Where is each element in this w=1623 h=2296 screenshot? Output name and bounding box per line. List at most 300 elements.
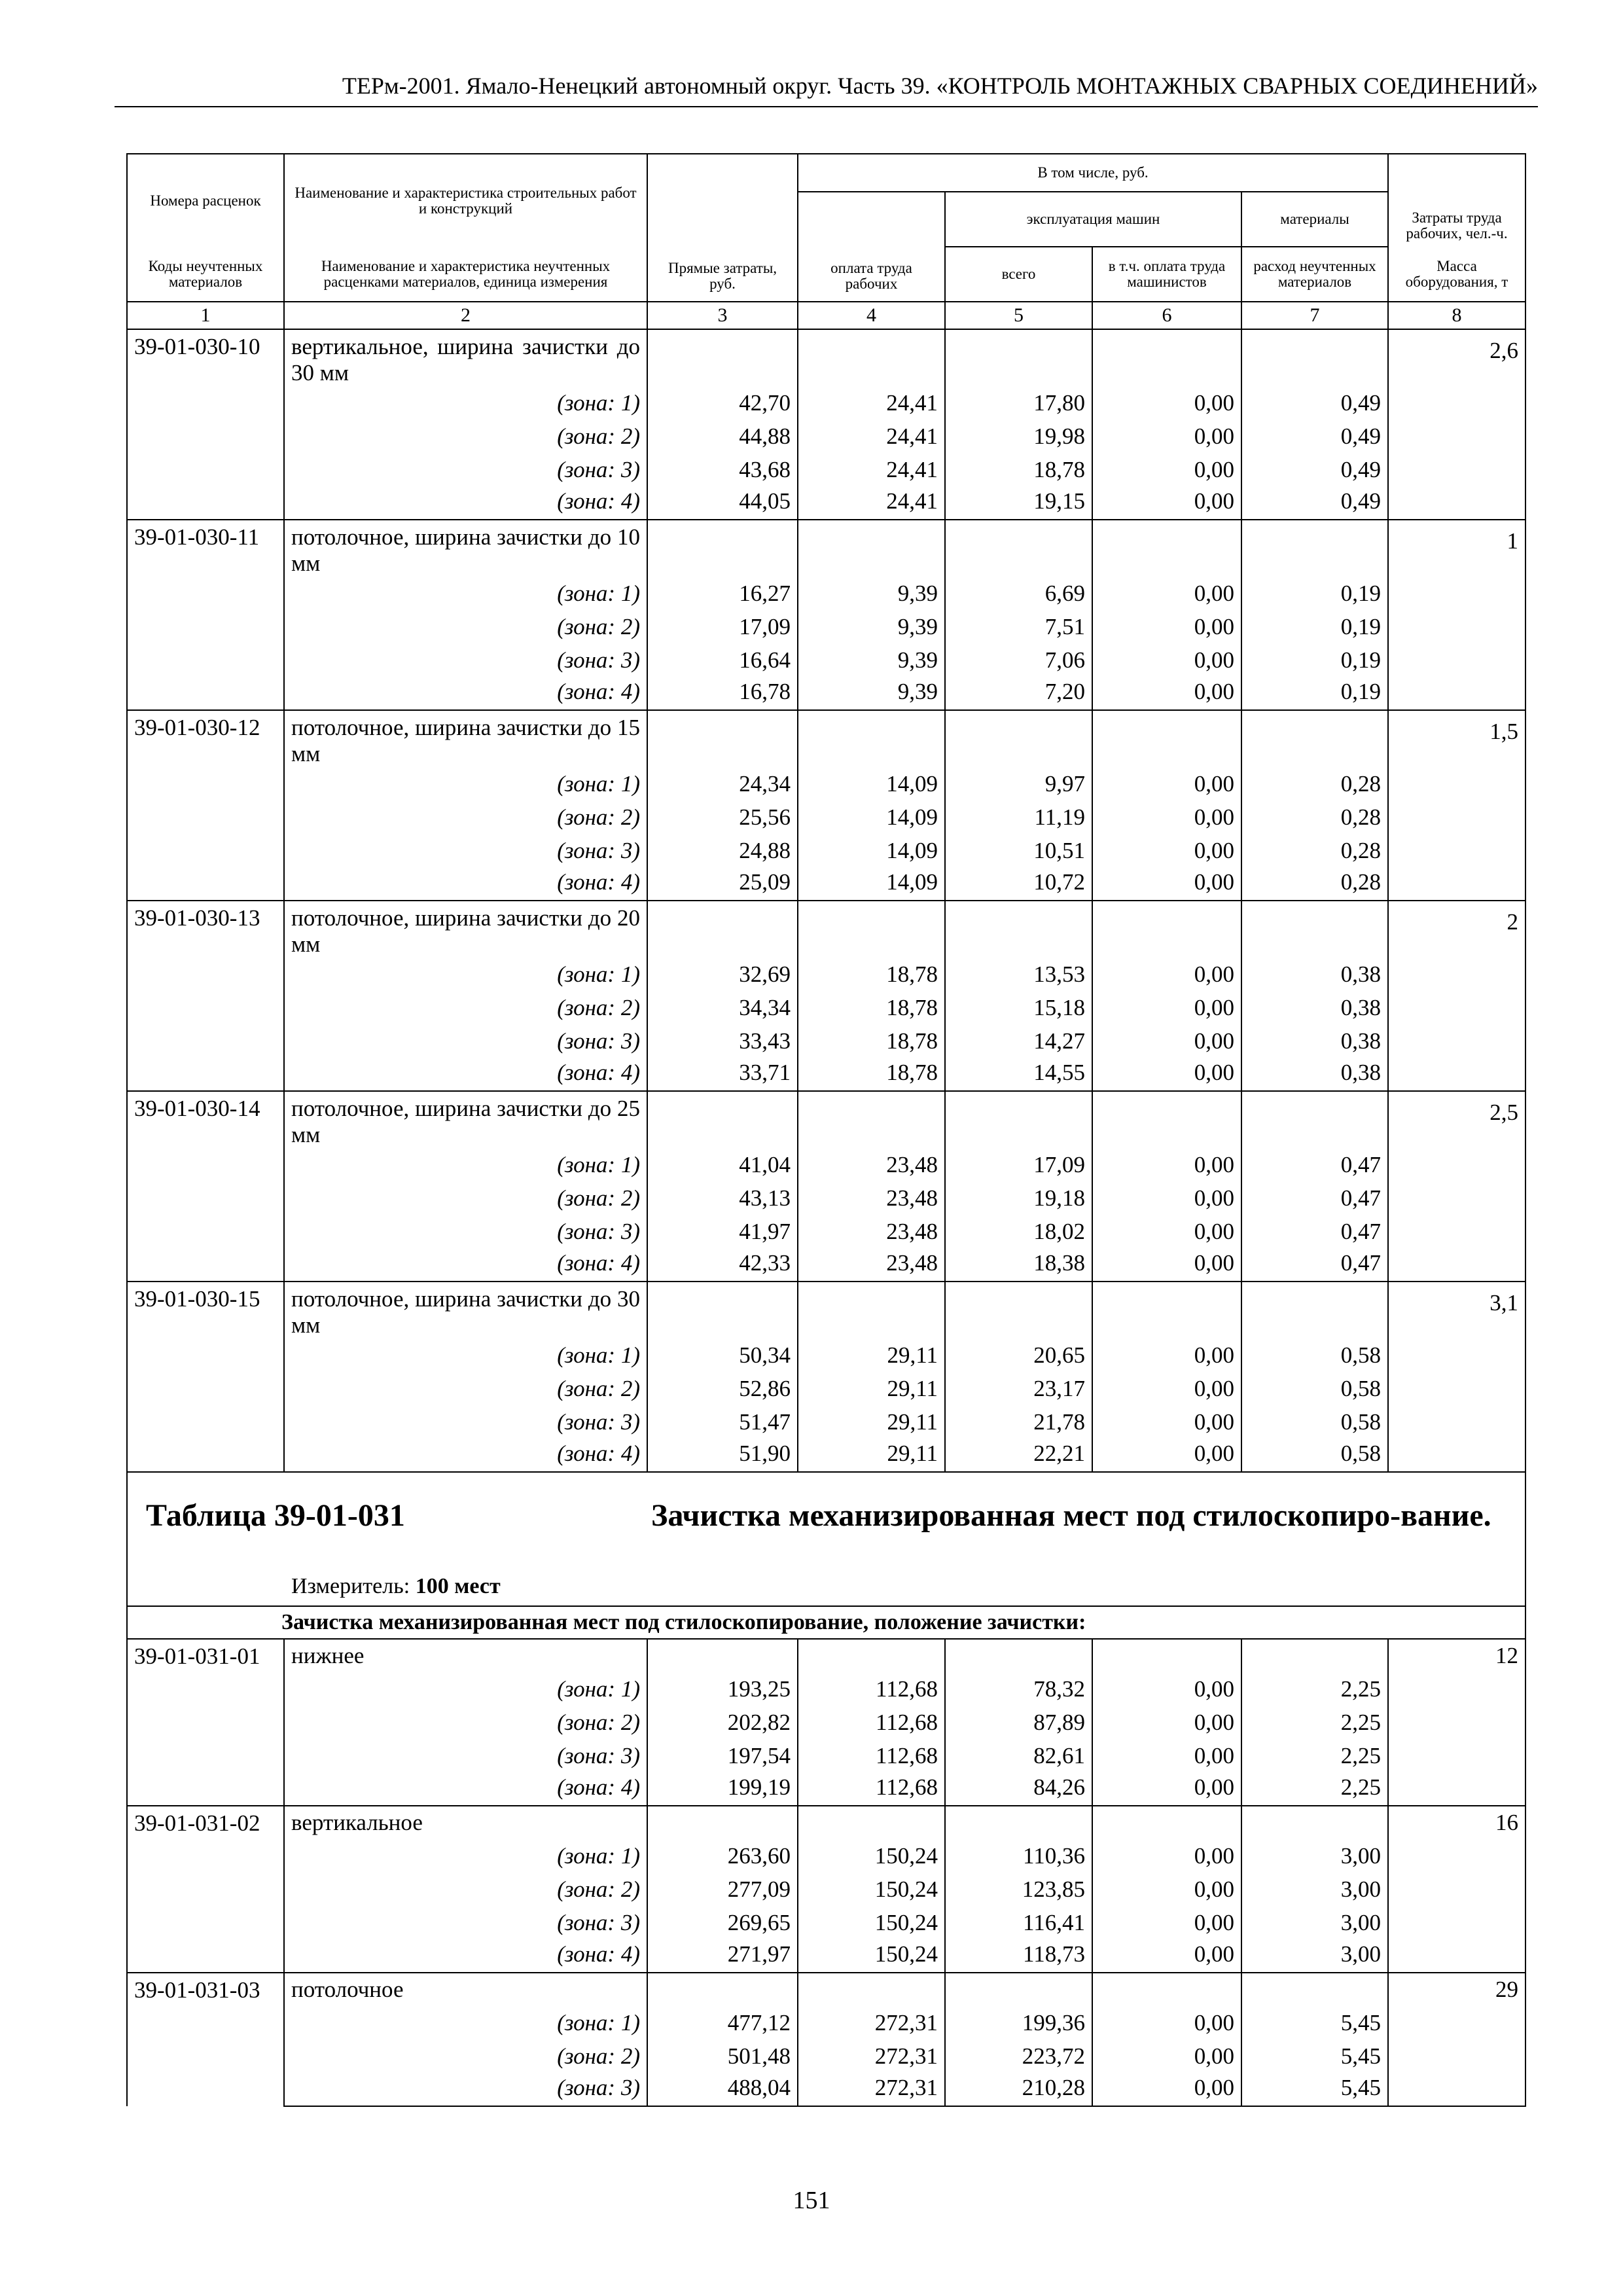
operator-pay: 0,00 [1092, 1058, 1241, 1091]
machines-total: 10,51 [945, 834, 1092, 867]
machines-total: 10,72 [945, 867, 1092, 901]
equipment-mass: 16 [1388, 1806, 1525, 1839]
empty-cell [1388, 386, 1525, 420]
empty-cell [798, 901, 945, 958]
rate-name: потолочное, ширина зачистки до 15 мм [284, 710, 647, 767]
operator-pay: 0,00 [1092, 2073, 1241, 2106]
rate-header-row [127, 329, 1525, 386]
machines-total: 123,85 [945, 1873, 1092, 1906]
operator-pay: 0,00 [1092, 2039, 1241, 2073]
worker-pay: 18,78 [798, 991, 945, 1024]
empty-cell [1388, 1439, 1525, 1472]
material-usage: 2,25 [1241, 1672, 1388, 1706]
zone-row [127, 643, 1525, 677]
machines-total: 20,65 [945, 1338, 1092, 1372]
direct-costs: 51,47 [647, 1405, 798, 1439]
worker-pay: 272,31 [798, 2039, 945, 2073]
worker-pay: 14,09 [798, 767, 945, 800]
empty-cell [1388, 1405, 1525, 1439]
direct-costs: 501,48 [647, 2039, 798, 2073]
empty-cell [1388, 1338, 1525, 1372]
material-usage: 0,38 [1241, 1024, 1388, 1058]
operator-pay: 0,00 [1092, 1372, 1241, 1405]
column-number: 5 [945, 302, 1092, 329]
empty-cell [1241, 1282, 1388, 1338]
worker-pay: 9,39 [798, 643, 945, 677]
zone-label: (зона: 3) [284, 1906, 647, 1939]
machines-total: 7,06 [945, 643, 1092, 677]
rate-name: потолочное, ширина зачистки до 30 мм [284, 1282, 647, 1338]
zone-row [127, 867, 1525, 901]
equipment-mass: 2,6 [1388, 329, 1525, 386]
zone-label: (зона: 4) [284, 1058, 647, 1091]
running-header: ТЕРм-2001. Ямало-Ненецкий автономный округ. Часть 39. «КОНТРОЛЬ МОНТАЖНЫХ СВАРНЫХ СОЕДИНЕНИЙ» [115, 72, 1538, 107]
empty-cell [798, 710, 945, 767]
worker-pay: 112,68 [798, 1772, 945, 1806]
material-usage: 0,58 [1241, 1439, 1388, 1472]
direct-costs: 44,05 [647, 486, 798, 520]
empty-cell [945, 1282, 1092, 1338]
direct-costs: 34,34 [647, 991, 798, 1024]
measure-label: Измеритель: [291, 1574, 410, 1598]
worker-pay: 24,41 [798, 420, 945, 453]
empty-cell [1388, 1939, 1525, 1973]
zone-label: (зона: 1) [284, 1672, 647, 1706]
worker-pay: 23,48 [798, 1215, 945, 1248]
machines-total: 13,53 [945, 958, 1092, 991]
empty-cell [1388, 1148, 1525, 1181]
zone-label: (зона: 3) [284, 453, 647, 486]
zone-label: (зона: 1) [284, 958, 647, 991]
zone-label: (зона: 1) [284, 1338, 647, 1372]
empty-cell [1388, 2006, 1525, 2039]
zone-row [127, 1215, 1525, 1248]
column-number: 7 [1241, 302, 1388, 329]
direct-costs: 202,82 [647, 1706, 798, 1739]
zone-label: (зона: 1) [284, 2006, 647, 2039]
material-usage: 0,47 [1241, 1148, 1388, 1181]
worker-pay: 14,09 [798, 800, 945, 834]
empty-cell [1388, 610, 1525, 643]
zone-row [127, 453, 1525, 486]
zone-row [127, 958, 1525, 991]
operator-pay: 0,00 [1092, 1906, 1241, 1939]
zone-label: (зона: 4) [284, 677, 647, 710]
zone-row [127, 991, 1525, 1024]
material-usage: 3,00 [1241, 1873, 1388, 1906]
empty-cell [798, 1091, 945, 1148]
operator-pay: 0,00 [1092, 958, 1241, 991]
empty-cell [647, 329, 798, 386]
zone-row [127, 2073, 1525, 2106]
zone-row [127, 1405, 1525, 1439]
zone-row [127, 1439, 1525, 1472]
operator-pay: 0,00 [1092, 1215, 1241, 1248]
machines-total: 19,98 [945, 420, 1092, 453]
operator-pay: 0,00 [1092, 1248, 1241, 1282]
empty-cell [1092, 520, 1241, 577]
worker-pay: 18,78 [798, 1024, 945, 1058]
empty-cell [1241, 1091, 1388, 1148]
zone-row [127, 420, 1525, 453]
direct-costs: 199,19 [647, 1772, 798, 1806]
rate-name: потолочное, ширина зачистки до 20 мм [284, 901, 647, 958]
rate-header-row [127, 520, 1525, 577]
rates-table [126, 153, 1526, 2107]
material-usage: 2,25 [1241, 1706, 1388, 1739]
empty-cell [1388, 1058, 1525, 1091]
worker-pay: 24,41 [798, 486, 945, 520]
zone-row [127, 1672, 1525, 1706]
zone-label: (зона: 2) [284, 2039, 647, 2073]
empty-cell [1388, 486, 1525, 520]
zone-label: (зона: 3) [284, 1215, 647, 1248]
machines-total: 23,17 [945, 1372, 1092, 1405]
empty-cell [1388, 453, 1525, 486]
direct-costs: 41,04 [647, 1148, 798, 1181]
material-usage: 3,00 [1241, 1839, 1388, 1873]
equipment-mass: 1 [1388, 520, 1525, 577]
col-direct-costs: Прямые затраты, руб. [647, 154, 798, 302]
col-rate-number: Номера расценок [127, 154, 284, 247]
empty-cell [1092, 1639, 1241, 1672]
machines-total: 116,41 [945, 1906, 1092, 1939]
rate-header-row [127, 1973, 1525, 2006]
worker-pay: 112,68 [798, 1739, 945, 1772]
empty-cell [1388, 577, 1525, 610]
operator-pay: 0,00 [1092, 1939, 1241, 1973]
direct-costs: 42,70 [647, 386, 798, 420]
material-usage: 5,45 [1241, 2073, 1388, 2106]
empty-cell [945, 1973, 1092, 2006]
machines-total: 78,32 [945, 1672, 1092, 1706]
zone-row [127, 1372, 1525, 1405]
direct-costs: 25,09 [647, 867, 798, 901]
section-heading: Зачистка механизированная мест под стилоскопирование, положение зачистки: [127, 1606, 1525, 1639]
empty-cell [1388, 1215, 1525, 1248]
zone-label: (зона: 4) [284, 486, 647, 520]
direct-costs: 24,88 [647, 834, 798, 867]
empty-cell [1241, 1806, 1388, 1839]
empty-cell [1388, 1672, 1525, 1706]
operator-pay: 0,00 [1092, 834, 1241, 867]
zone-label: (зона: 4) [284, 1939, 647, 1973]
rate-code: 39-01-031-02 [127, 1806, 284, 1973]
operator-pay: 0,00 [1092, 1706, 1241, 1739]
operator-pay: 0,00 [1092, 1873, 1241, 1906]
material-usage: 0,19 [1241, 677, 1388, 710]
equipment-mass: 3,1 [1388, 1282, 1525, 1338]
material-usage: 0,28 [1241, 867, 1388, 901]
worker-pay: 29,11 [798, 1372, 945, 1405]
direct-costs: 197,54 [647, 1739, 798, 1772]
material-usage: 0,38 [1241, 991, 1388, 1024]
empty-cell [647, 901, 798, 958]
worker-pay: 18,78 [798, 958, 945, 991]
operator-pay: 0,00 [1092, 1181, 1241, 1215]
empty-cell [945, 1091, 1092, 1148]
machines-total: 18,78 [945, 453, 1092, 486]
zone-row [127, 677, 1525, 710]
empty-cell [647, 1973, 798, 2006]
operator-pay: 0,00 [1092, 1439, 1241, 1472]
material-usage: 3,00 [1241, 1906, 1388, 1939]
zone-label: (зона: 3) [284, 2073, 647, 2106]
zone-row [127, 1148, 1525, 1181]
table-body-030 [127, 302, 1525, 1472]
empty-cell [1388, 1706, 1525, 1739]
worker-pay: 14,09 [798, 834, 945, 867]
zone-row [127, 2006, 1525, 2039]
equipment-mass: 29 [1388, 1973, 1525, 2006]
zone-row [127, 1873, 1525, 1906]
zone-label: (зона: 1) [284, 577, 647, 610]
machines-total: 18,02 [945, 1215, 1092, 1248]
zone-label: (зона: 2) [284, 1873, 647, 1906]
empty-cell [798, 1806, 945, 1839]
table-031-heading [127, 1472, 1525, 1639]
empty-cell [1241, 520, 1388, 577]
material-usage: 0,38 [1241, 958, 1388, 991]
worker-pay: 23,48 [798, 1181, 945, 1215]
empty-cell [1388, 834, 1525, 867]
rate-header-row [127, 901, 1525, 958]
zone-label: (зона: 2) [284, 420, 647, 453]
equipment-mass: 2 [1388, 901, 1525, 958]
machines-total: 7,20 [945, 677, 1092, 710]
measure-line [291, 1574, 501, 1599]
direct-costs: 16,64 [647, 643, 798, 677]
zone-row [127, 1939, 1525, 1973]
worker-pay: 272,31 [798, 2073, 945, 2106]
rate-code: 39-01-031-03 [127, 1973, 284, 2106]
zone-label: (зона: 2) [284, 1372, 647, 1405]
zone-row [127, 1906, 1525, 1939]
zone-row [127, 577, 1525, 610]
operator-pay: 0,00 [1092, 767, 1241, 800]
machines-total: 19,18 [945, 1181, 1092, 1215]
direct-costs: 488,04 [647, 2073, 798, 2106]
operator-pay: 0,00 [1092, 1839, 1241, 1873]
direct-costs: 25,56 [647, 800, 798, 834]
column-number: 4 [798, 302, 945, 329]
rate-header-row [127, 710, 1525, 767]
machines-total: 210,28 [945, 2073, 1092, 2106]
operator-pay: 0,00 [1092, 1672, 1241, 1706]
empty-cell [1092, 710, 1241, 767]
empty-cell [1388, 800, 1525, 834]
direct-costs: 33,71 [647, 1058, 798, 1091]
zone-row [127, 1839, 1525, 1873]
material-usage: 2,25 [1241, 1772, 1388, 1806]
empty-cell [1241, 710, 1388, 767]
empty-cell [1388, 643, 1525, 677]
page-number: 151 [793, 2187, 830, 2214]
material-usage: 5,45 [1241, 2006, 1388, 2039]
empty-cell [647, 1091, 798, 1148]
operator-pay: 0,00 [1092, 1148, 1241, 1181]
machines-total: 82,61 [945, 1739, 1092, 1772]
col-equipment-mass: Масса оборудования, т [1388, 247, 1525, 302]
rate-code: 39-01-030-10 [127, 329, 284, 520]
zone-label: (зона: 3) [284, 1024, 647, 1058]
rate-name: потолочное, ширина зачистки до 25 мм [284, 1091, 647, 1148]
operator-pay: 0,00 [1092, 1024, 1241, 1058]
zone-label: (зона: 1) [284, 386, 647, 420]
machines-total: 7,51 [945, 610, 1092, 643]
col-worker-pay: оплата труда рабочих [798, 192, 945, 302]
operator-pay: 0,00 [1092, 1739, 1241, 1772]
empty-cell [1388, 420, 1525, 453]
zone-row [127, 386, 1525, 420]
material-usage: 0,19 [1241, 643, 1388, 677]
zone-row [127, 834, 1525, 867]
empty-cell [1388, 1839, 1525, 1873]
empty-cell [1092, 901, 1241, 958]
zone-label: (зона: 3) [284, 834, 647, 867]
material-usage: 2,25 [1241, 1739, 1388, 1772]
material-usage: 0,49 [1241, 486, 1388, 520]
rate-code: 39-01-030-12 [127, 710, 284, 901]
table-031-title-block [127, 1472, 1525, 1606]
machines-total: 14,27 [945, 1024, 1092, 1058]
zone-label: (зона: 3) [284, 643, 647, 677]
direct-costs: 50,34 [647, 1338, 798, 1372]
machines-total: 11,19 [945, 800, 1092, 834]
empty-cell [945, 901, 1092, 958]
rate-header-row [127, 1639, 1525, 1672]
empty-cell [1092, 1806, 1241, 1839]
empty-cell [647, 1282, 798, 1338]
zone-label: (зона: 4) [284, 867, 647, 901]
machines-total: 223,72 [945, 2039, 1092, 2073]
machines-total: 6,69 [945, 577, 1092, 610]
zone-row [127, 486, 1525, 520]
column-number: 1 [127, 302, 284, 329]
equipment-mass: 12 [1388, 1639, 1525, 1672]
empty-cell [1388, 767, 1525, 800]
empty-cell [945, 710, 1092, 767]
empty-cell [1388, 867, 1525, 901]
empty-cell [1092, 1282, 1241, 1338]
col-labor-costs: Затраты труда рабочих, чел.-ч. [1388, 154, 1525, 247]
empty-cell [1388, 2039, 1525, 2073]
zone-row [127, 1739, 1525, 1772]
direct-costs: 43,13 [647, 1181, 798, 1215]
worker-pay: 112,68 [798, 1706, 945, 1739]
empty-cell [1092, 329, 1241, 386]
col-work-name: Наименование и характеристика строительных работ и конструкций [284, 154, 647, 247]
column-numbers-row [127, 302, 1525, 329]
zone-row [127, 767, 1525, 800]
empty-cell [1388, 1772, 1525, 1806]
material-usage: 0,58 [1241, 1405, 1388, 1439]
rate-code: 39-01-030-14 [127, 1091, 284, 1282]
empty-cell [1092, 1091, 1241, 1148]
col-operator-pay: в т.ч. оплата труда машинистов [1092, 247, 1241, 302]
machines-total: 199,36 [945, 2006, 1092, 2039]
direct-costs: 16,27 [647, 577, 798, 610]
empty-cell [1388, 1024, 1525, 1058]
operator-pay: 0,00 [1092, 2006, 1241, 2039]
direct-costs: 52,86 [647, 1372, 798, 1405]
rate-header-row [127, 1091, 1525, 1148]
worker-pay: 29,11 [798, 1439, 945, 1472]
operator-pay: 0,00 [1092, 453, 1241, 486]
table-031-label: Таблица 39-01-031 [146, 1498, 405, 1533]
machines-total: 14,55 [945, 1058, 1092, 1091]
material-usage: 0,49 [1241, 420, 1388, 453]
empty-cell [1241, 1639, 1388, 1672]
worker-pay: 23,48 [798, 1148, 945, 1181]
empty-cell [1388, 2073, 1525, 2106]
material-usage: 0,47 [1241, 1248, 1388, 1282]
empty-cell [1388, 991, 1525, 1024]
empty-cell [1388, 1873, 1525, 1906]
empty-cell [945, 1806, 1092, 1839]
col-machines: эксплуатация машин [945, 192, 1241, 247]
operator-pay: 0,00 [1092, 386, 1241, 420]
material-usage: 0,28 [1241, 834, 1388, 867]
col-machines-total: всего [945, 247, 1092, 302]
operator-pay: 0,00 [1092, 420, 1241, 453]
empty-cell [798, 520, 945, 577]
worker-pay: 14,09 [798, 867, 945, 901]
operator-pay: 0,00 [1092, 991, 1241, 1024]
material-usage: 0,28 [1241, 767, 1388, 800]
column-number: 3 [647, 302, 798, 329]
empty-cell [945, 329, 1092, 386]
rate-code: 39-01-030-11 [127, 520, 284, 710]
equipment-mass: 2,5 [1388, 1091, 1525, 1148]
col-materials: материалы [1241, 192, 1388, 247]
zone-row [127, 1024, 1525, 1058]
table-body-031 [127, 1639, 1525, 2106]
direct-costs: 277,09 [647, 1873, 798, 1906]
machines-total: 9,97 [945, 767, 1092, 800]
rate-name: вертикальное, ширина зачистки до 30 мм [284, 329, 647, 386]
material-usage: 0,19 [1241, 610, 1388, 643]
operator-pay: 0,00 [1092, 867, 1241, 901]
measure-value: 100 мест [415, 1574, 501, 1598]
empty-cell [1388, 958, 1525, 991]
zone-row [127, 1248, 1525, 1282]
material-usage: 0,19 [1241, 577, 1388, 610]
col-material-usage: расход неучтенных материалов [1241, 247, 1388, 302]
empty-cell [1241, 329, 1388, 386]
worker-pay: 9,39 [798, 677, 945, 710]
operator-pay: 0,00 [1092, 1405, 1241, 1439]
empty-cell [1388, 1739, 1525, 1772]
worker-pay: 150,24 [798, 1939, 945, 1973]
worker-pay: 23,48 [798, 1248, 945, 1282]
empty-cell [647, 710, 798, 767]
machines-total: 118,73 [945, 1939, 1092, 1973]
zone-label: (зона: 1) [284, 1839, 647, 1873]
direct-costs: 271,97 [647, 1939, 798, 1973]
worker-pay: 150,24 [798, 1906, 945, 1939]
empty-cell [945, 1639, 1092, 1672]
material-usage: 3,00 [1241, 1939, 1388, 1973]
machines-total: 17,80 [945, 386, 1092, 420]
zone-row [127, 1772, 1525, 1806]
empty-cell [1388, 1906, 1525, 1939]
empty-cell [1241, 1973, 1388, 2006]
machines-total: 21,78 [945, 1405, 1092, 1439]
operator-pay: 0,00 [1092, 1338, 1241, 1372]
direct-costs: 44,88 [647, 420, 798, 453]
empty-cell [1388, 677, 1525, 710]
